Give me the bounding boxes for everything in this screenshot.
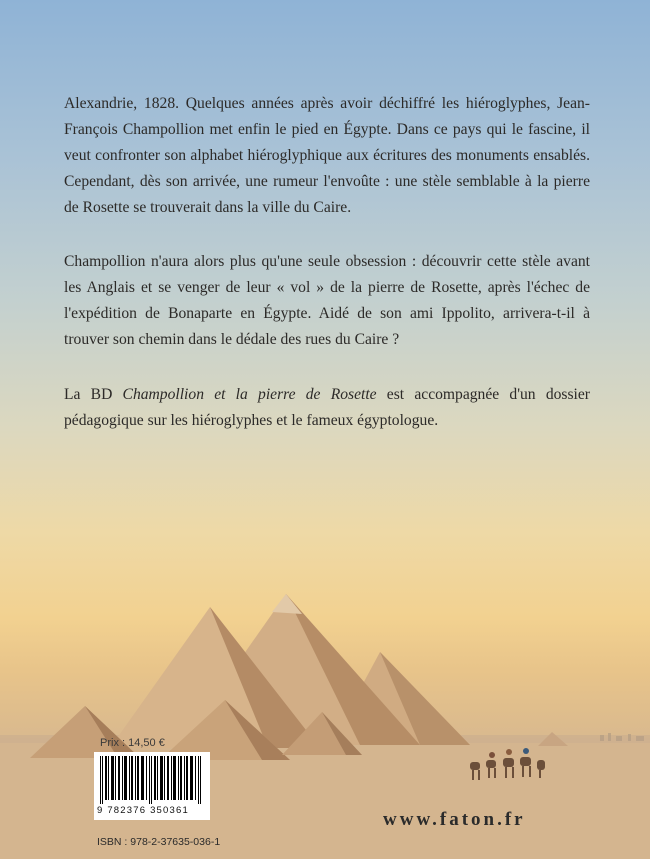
- barcode-bars: [94, 752, 210, 804]
- paragraph-3-suffix: est accompagnée d'un dossier pédagogique sur les hiéroglyphes et le fameux égyptologue.: [64, 386, 590, 429]
- barcode-digits: 9 782376 350361: [97, 805, 209, 816]
- paragraph-3-prefix: La BD: [64, 386, 123, 403]
- book-title: Champollion et la pierre de Rosette: [122, 386, 377, 403]
- price-label: Prix : 14,50 €: [100, 737, 165, 749]
- synopsis-paragraph-1: Alexandrie, 1828. Quelques années après avoir déchiffré les hiéroglyphes, Jean-François Champollion met enfin le pied en Égypte. Dans ce pays qui le fascine, il veut confronter son alphabet hiéroglyphique aux écritures des monuments ensablés. Cependant, dès son arrivée, une rumeur l'envoûte : une stèle semblable à la pierre de Rosette se trouverait dans la ville du Caire.: [64, 95, 590, 216]
- isbn-label: ISBN : 978-2-37635-036-1: [97, 836, 221, 848]
- publisher-website: www.faton.fr: [383, 809, 526, 830]
- synopsis-paragraph-3: [64, 382, 590, 434]
- synopsis-paragraph-2: Champollion n'aura alors plus qu'une seule obsession : découvrir cette stèle avant les Anglais et se venger de leur « vol » de la pierre de Rosette, après l'échec de l'expédition de Bonaparte en Égypte. Aidé de son ami Ippolito, arrivera-t-il à trouver son chemin dans le dédale des rues du Caire ?: [64, 253, 590, 348]
